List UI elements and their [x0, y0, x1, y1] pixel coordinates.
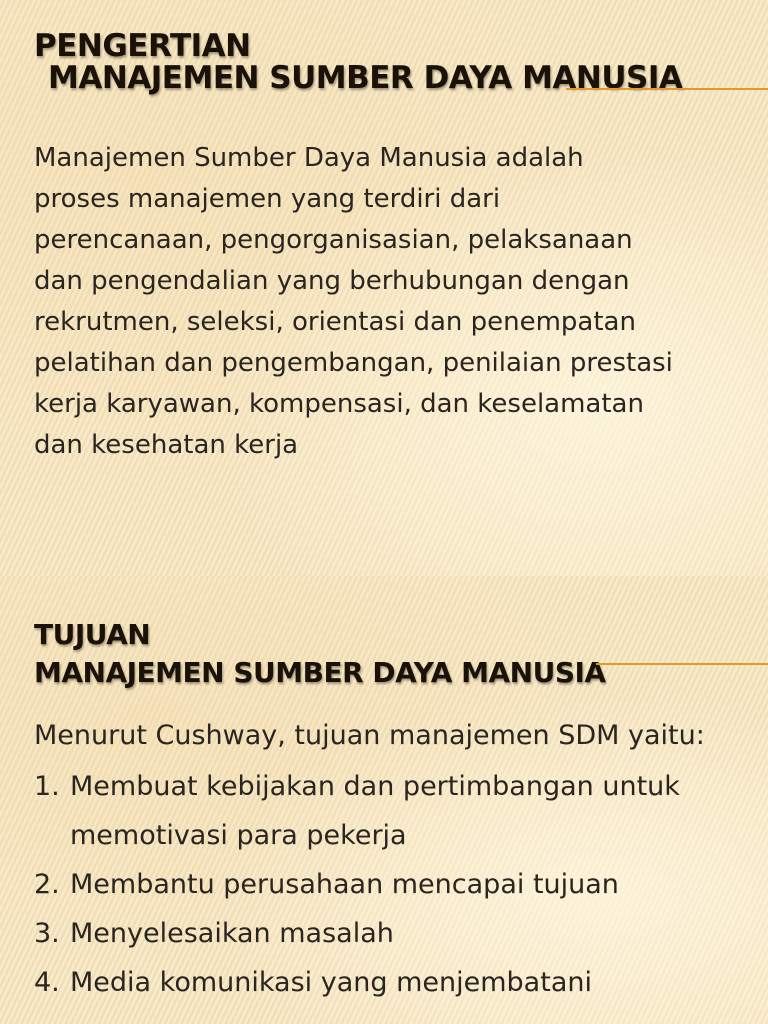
slide-title: [34, 30, 682, 94]
list-number: 2.: [34, 869, 60, 900]
slide-tujuan: [0, 576, 768, 1024]
title-accent-rule: [566, 88, 768, 90]
list-item-text: Media komunikasi yang menjembatani: [70, 967, 592, 998]
list-item-text: Membantu perusahaan mencapai tujuan: [70, 869, 619, 900]
title-line-2: MANAJEMEN SUMBER DAYA MANUSIA: [48, 60, 683, 96]
list-item: [34, 860, 746, 909]
slide-title: [34, 616, 606, 692]
goals-content: [34, 716, 746, 1007]
list-item-text: Membuat kebijakan dan pertimbangan untuk: [70, 771, 680, 802]
goals-list: [34, 762, 746, 1007]
list-number: 3.: [34, 918, 60, 949]
intro-text: Menurut Cushway, tujuan manajemen SDM yaitu:: [34, 720, 705, 751]
list-item-text: Menyelesaikan masalah: [70, 918, 394, 949]
title-accent-rule: [596, 663, 768, 665]
list-number: 4.: [34, 967, 60, 998]
list-item: [34, 762, 746, 860]
list-item: [34, 958, 746, 1007]
list-number: 1.: [34, 771, 60, 802]
title-line-2: MANAJEMEN SUMBER DAYA MANUSIA: [34, 656, 606, 689]
definition-paragraph: Manajemen Sumber Daya Manusia adalah proses manajemen yang terdiri dari perencanaan, pengorganisasian, pelaksanaan dan pengendalian yang berhubungan dengan rekrutmen, seleksi, orientasi dan penempatan pelatihan dan pengembangan, penilaian prestasi kerja karyawan, kompensasi, dan keselamatan dan kesehatan kerja: [34, 143, 673, 460]
title-line-1: TUJUAN: [34, 618, 151, 651]
title-line-1: PENGERTIAN: [34, 28, 251, 64]
list-item: [34, 909, 746, 958]
list-item-continuation: memotivasi para pekerja: [70, 820, 407, 851]
